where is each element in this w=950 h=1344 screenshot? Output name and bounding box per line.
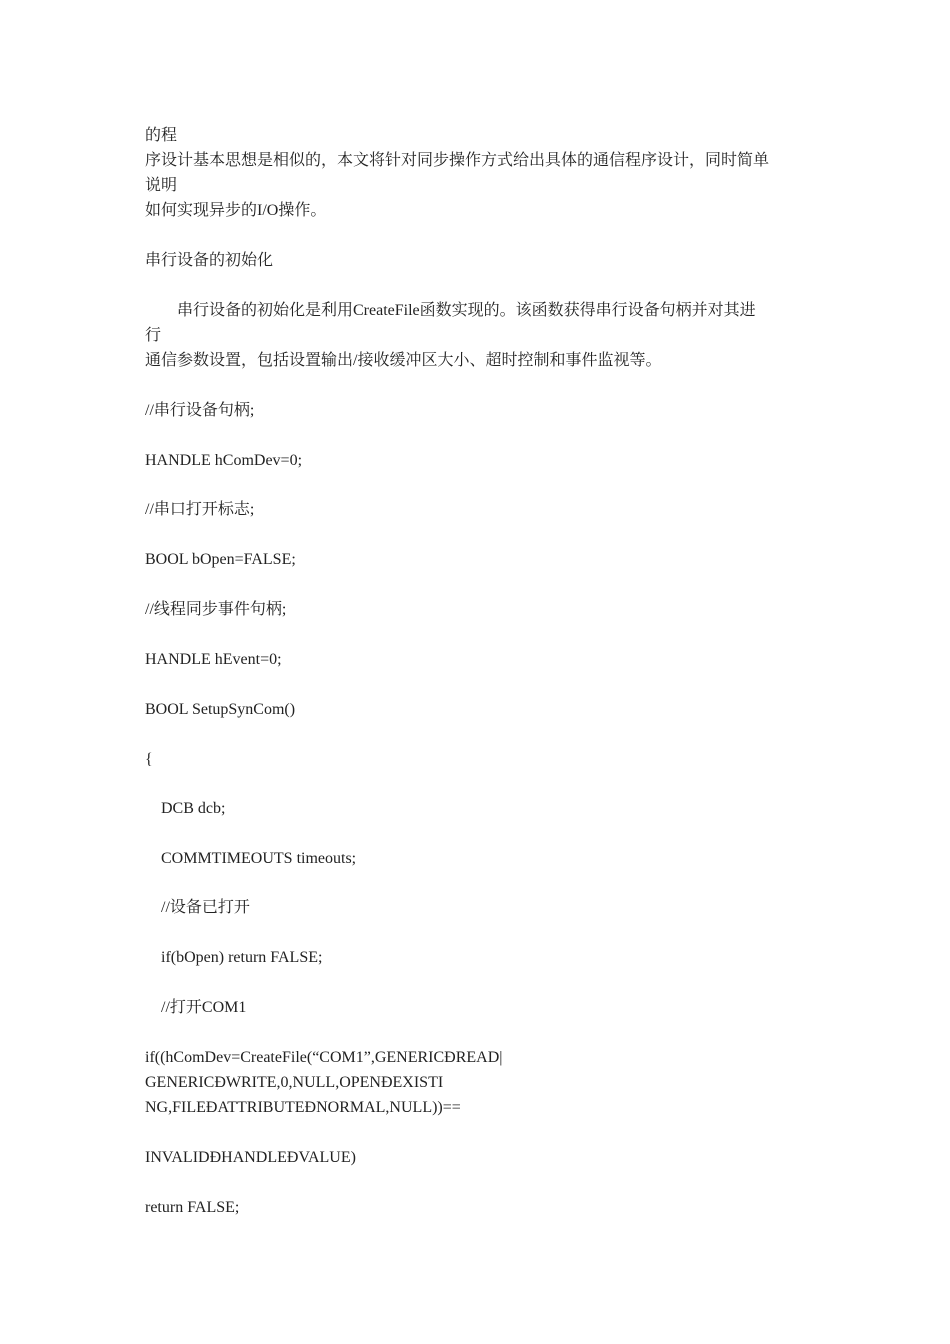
code-line: HANDLE hEvent=0;: [145, 651, 282, 668]
code-comment: //串行设备句柄;: [145, 402, 255, 419]
text-line: 行: [145, 327, 162, 344]
code-comment: //设备已打开: [145, 899, 250, 916]
code-line: DCB dcb;: [145, 800, 226, 817]
text-line: 通信参数设置，包括设置输出/接收缓冲区大小、超时控制和事件监视等。: [145, 352, 662, 369]
code-line: if(bOpen) return FALSE;: [145, 949, 323, 966]
text-line: 串行设备的初始化是利用CreateFile函数实现的。该函数获得串行设备句柄并对其进: [145, 302, 756, 319]
code-line: COMMTIMEOUTS timeouts;: [145, 850, 357, 867]
text-line: 序设计基本思想是相似的，本文将针对同步操作方式给出具体的通信程序设计，同时简单: [145, 152, 770, 169]
code-comment: //打开COM1: [145, 999, 247, 1016]
code-line: GENERICĐWRITE,0,NULL,OPENĐEXISTI: [145, 1074, 444, 1091]
code-line: NG,FILEĐATTRIBUTEĐNORMAL,NULL))==: [145, 1099, 461, 1116]
code-line: return FALSE;: [145, 1199, 240, 1216]
code-line: INVALIDĐHANDLEĐVALUE): [145, 1149, 356, 1166]
code-line: BOOL SetupSynCom(): [145, 701, 296, 718]
code-line: BOOL bOpen=FALSE;: [145, 551, 296, 568]
text-line: 的程: [145, 127, 178, 144]
code-line: if((hComDev=CreateFile(“COM1”,GENERICĐREAD|: [145, 1049, 503, 1066]
code-line: {: [145, 751, 153, 768]
section-heading: 串行设备的初始化: [145, 252, 274, 269]
text-line: 如何实现异步的I/O操作。: [145, 202, 327, 219]
text-line: 说明: [145, 177, 178, 194]
code-line: HANDLE hComDev=0;: [145, 452, 303, 469]
code-comment: //线程同步事件句柄;: [145, 601, 287, 618]
code-comment: //串口打开标志;: [145, 501, 255, 518]
